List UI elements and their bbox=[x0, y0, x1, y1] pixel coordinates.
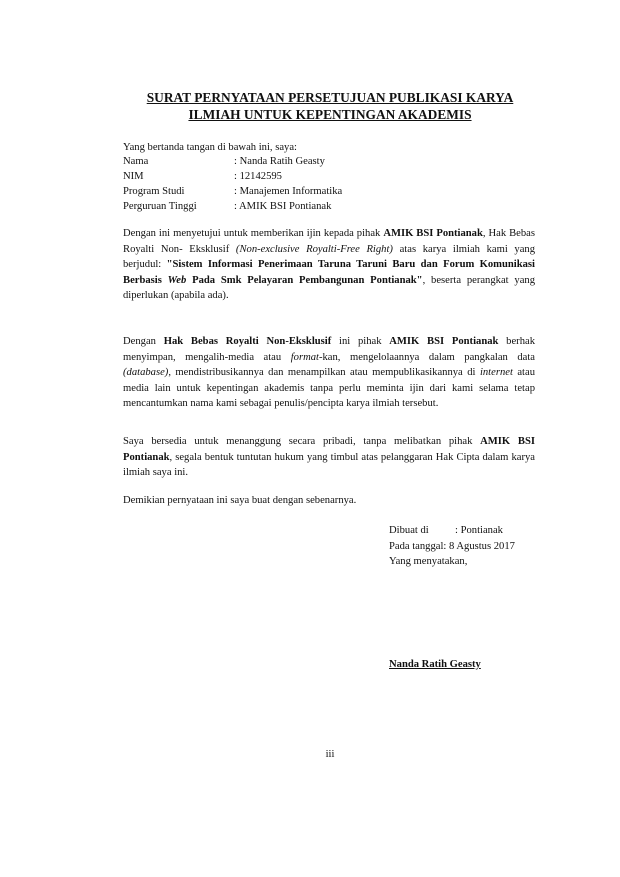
info-value: : Manajemen Informatika bbox=[234, 186, 343, 197]
paragraph-consent bbox=[123, 226, 535, 304]
text-run: atau media lain untuk kepentingan akademis tanpa perlu meminta ijin dari kami selama tetap mencantumkan nama kami sebagai penulis/pencipta karya ilmiah tersebut. bbox=[123, 367, 535, 410]
info-value: : AMIK BSI Pontianak bbox=[234, 201, 332, 212]
intro-text: Yang bertanda tangan di bawah ini, saya: bbox=[123, 142, 297, 153]
text-run: Dengan ini menyetujui untuk memberikan ijin kepada pihak bbox=[123, 228, 384, 239]
info-row-nim bbox=[123, 169, 282, 184]
paragraph-closing: Demikian pernyataan ini saya buat dengan sebenarnya. bbox=[123, 495, 357, 506]
info-value: : Nanda Ratih Geasty bbox=[234, 156, 325, 167]
info-label: Nama bbox=[123, 156, 149, 167]
info-row-perguruan-tinggi bbox=[123, 199, 331, 214]
place-label: Dibuat di bbox=[389, 525, 429, 536]
info-label: Program Studi bbox=[123, 186, 185, 197]
italic-term: format bbox=[290, 351, 319, 363]
info-label: Perguruan Tinggi bbox=[123, 201, 197, 212]
info-row-nama bbox=[123, 154, 325, 169]
paragraph-rights bbox=[123, 334, 535, 412]
text-run: Saya bersedia untuk menanggung secara pribadi, tanpa melibatkan pihak bbox=[123, 436, 481, 447]
signature-place bbox=[389, 523, 503, 538]
thesis-title-italic: Web bbox=[167, 274, 187, 286]
info-value: : 12142595 bbox=[234, 171, 282, 182]
institution-name: AMIK BSI Pontianak bbox=[389, 336, 499, 347]
institution-name: AMIK BSI Pontianak bbox=[123, 436, 535, 463]
rights-term: Hak Bebas Royalti Non-Eksklusif bbox=[163, 336, 332, 347]
thesis-title: "Sistem Informasi Penerimaan Taruna Taruni Baru dan Forum Komunikasi Berbasis bbox=[123, 259, 535, 286]
page-number: iii bbox=[325, 749, 335, 760]
italic-term: internet bbox=[479, 367, 513, 379]
text-run: , beserta perangkat yang diperlukan (apabila ada). bbox=[123, 274, 535, 302]
text-run: ini pihak bbox=[331, 336, 390, 347]
text-run: atas karya ilmiah kami yang berjudul: bbox=[123, 243, 535, 271]
signer-name: Nanda Ratih Geasty bbox=[389, 659, 481, 670]
document-title bbox=[100, 89, 560, 123]
signature-closing: Yang menyatakan, bbox=[389, 556, 468, 567]
text-run: , segala bentuk tuntutan hukum yang timbul atas pelanggaran Hak Cipta dalam karya ilmiah saya ini. bbox=[123, 451, 535, 479]
info-row-program-studi bbox=[123, 184, 342, 199]
text-run: , mendistribusikannya dan menampilkan atau mempublikasikannya di bbox=[168, 367, 480, 379]
place-value: : Pontianak bbox=[455, 525, 503, 536]
title-line-1: SURAT PERNYATAAN PERSETUJUAN PUBLIKASI KARYA bbox=[146, 90, 514, 105]
text-run: , Hak Bebas Royalti Non- Eksklusif bbox=[123, 228, 535, 255]
thesis-title-end: Pada Smk Pelayaran Pembangunan Pontianak" bbox=[186, 274, 423, 286]
info-label: NIM bbox=[123, 171, 144, 182]
italic-term: (database) bbox=[123, 367, 169, 379]
institution-name: AMIK BSI Pontianak bbox=[383, 228, 483, 239]
text-run: berhak menyimpan, mengalih-media atau bbox=[123, 336, 535, 363]
paragraph-liability bbox=[123, 434, 535, 481]
signature-date: Pada tanggal: 8 Agustus 2017 bbox=[389, 541, 515, 552]
text-run: -kan, mengelolaannya dalam pangkalan data bbox=[318, 351, 535, 363]
text-run: Dengan bbox=[123, 336, 164, 347]
title-line-2: ILMIAH UNTUK KEPENTINGAN AKADEMIS bbox=[188, 107, 472, 122]
italic-term: (Non-exclusive Royalti-Free Right) bbox=[235, 243, 393, 255]
